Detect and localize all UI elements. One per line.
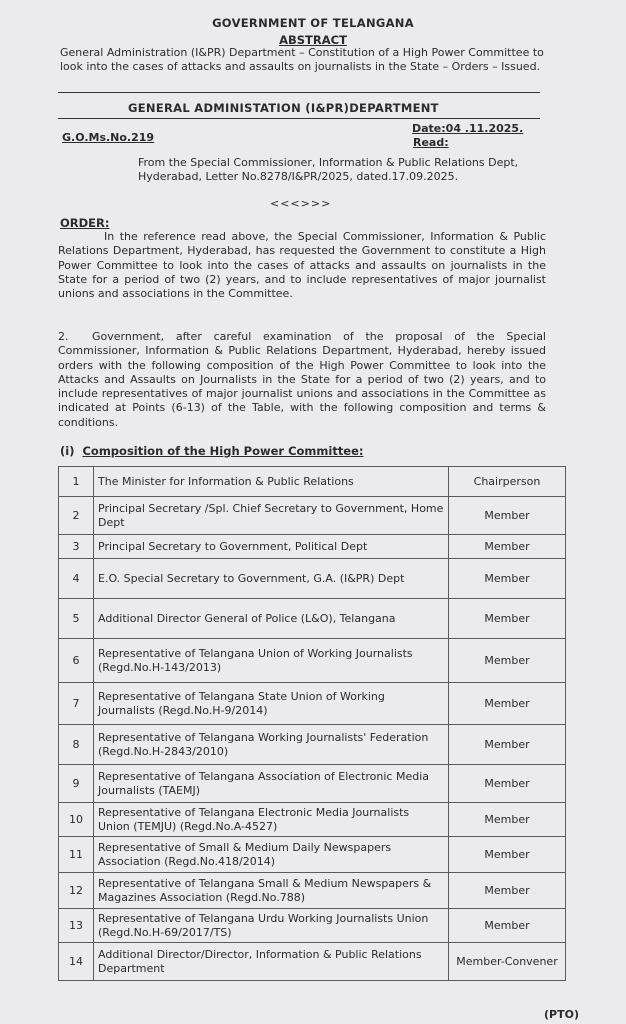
member-role: Member bbox=[449, 909, 566, 943]
member-description: The Minister for Information & Public Relations bbox=[94, 467, 449, 497]
table-row bbox=[59, 873, 566, 909]
member-role: Member-Convener bbox=[449, 943, 566, 981]
row-number: 14 bbox=[59, 943, 94, 981]
read-label: Read: bbox=[413, 136, 449, 149]
member-description: Additional Director/Director, Information & Public Relations Department bbox=[94, 943, 449, 981]
order-paragraph-1 bbox=[58, 230, 546, 301]
department-heading: GENERAL ADMINISTATION (I&PR)DEPARTMENT bbox=[128, 101, 439, 115]
row-number: 12 bbox=[59, 873, 94, 909]
row-number: 2 bbox=[59, 497, 94, 535]
table-row bbox=[59, 497, 566, 535]
member-description: Representative of Telangana Association of Electronic Media Journalists (TAEMJ) bbox=[94, 765, 449, 803]
divider-rule bbox=[58, 118, 540, 119]
row-number: 6 bbox=[59, 639, 94, 683]
member-role: Member bbox=[449, 837, 566, 873]
member-description: Representative of Telangana Electronic Media Journalists Union (TEMJU) (Regd.No.A-4527) bbox=[94, 803, 449, 837]
member-role: Member bbox=[449, 803, 566, 837]
table-row bbox=[59, 683, 566, 725]
member-role: Member bbox=[449, 497, 566, 535]
table-row bbox=[59, 943, 566, 981]
row-number: 13 bbox=[59, 909, 94, 943]
row-number: 4 bbox=[59, 559, 94, 599]
member-role: Member bbox=[449, 599, 566, 639]
table-row bbox=[59, 467, 566, 497]
order-date: Date:04 .11.2025. bbox=[412, 122, 524, 135]
member-description: Principal Secretary to Government, Political Dept bbox=[94, 535, 449, 559]
member-description: Representative of Telangana Working Journalists' Federation (Regd.No.H-2843/2010) bbox=[94, 725, 449, 765]
table-row bbox=[59, 725, 566, 765]
subject-text: General Administration (I&PR) Department – Constitution of a High Power Committee to look into the cases of attacks and assaults on journalists in the State – Orders – Issued. bbox=[60, 46, 544, 73]
committee-table bbox=[58, 466, 566, 981]
go-number: G.O.Ms.No.219 bbox=[62, 131, 155, 144]
committee-table-body bbox=[59, 467, 566, 981]
table-row bbox=[59, 909, 566, 943]
separator-mark: <<<>>> bbox=[270, 197, 332, 210]
row-number: 3 bbox=[59, 535, 94, 559]
pto-marker: (PTO) bbox=[544, 1008, 579, 1021]
paragraph-2-number: 2. bbox=[58, 330, 69, 343]
order-paragraph-2 bbox=[58, 330, 546, 430]
member-role: Member bbox=[449, 873, 566, 909]
table-row bbox=[59, 837, 566, 873]
member-description: Representative of Telangana Small & Medium Newspapers & Magazines Association (Regd.No.788) bbox=[94, 873, 449, 909]
section-prefix: (i) bbox=[60, 444, 75, 458]
row-number: 9 bbox=[59, 765, 94, 803]
member-role: Member bbox=[449, 535, 566, 559]
section-title: Composition of the High Power Committee: bbox=[82, 444, 364, 458]
order-heading: ORDER: bbox=[60, 216, 110, 230]
paragraph-1-text: In the reference read above, the Special Commissioner, Information & Public Relations Department, Hyderabad, has requested the Government to constitute a High Power Committee to look into the cases of attacks and assaults on journalists in the State for a period of two (2) years, and to include representatives of major journalist unions and associations in the Committee. bbox=[58, 230, 546, 301]
row-number: 1 bbox=[59, 467, 94, 497]
row-number: 7 bbox=[59, 683, 94, 725]
member-role: Chairperson bbox=[449, 467, 566, 497]
member-role: Member bbox=[449, 559, 566, 599]
member-description: Representative of Telangana State Union of Working Journalists (Regd.No.H-9/2014) bbox=[94, 683, 449, 725]
row-number: 11 bbox=[59, 837, 94, 873]
table-row bbox=[59, 599, 566, 639]
member-description: E.O. Special Secretary to Government, G.A. (I&PR) Dept bbox=[94, 559, 449, 599]
section-heading bbox=[60, 444, 364, 458]
member-description: Representative of Telangana Union of Working Journalists (Regd.No.H-143/2013) bbox=[94, 639, 449, 683]
row-number: 8 bbox=[59, 725, 94, 765]
table-row bbox=[59, 559, 566, 599]
member-description: Principal Secretary /Spl. Chief Secretary to Government, Home Dept bbox=[94, 497, 449, 535]
table-row bbox=[59, 765, 566, 803]
member-description: Additional Director General of Police (L&O), Telangana bbox=[94, 599, 449, 639]
abstract-heading: ABSTRACT bbox=[279, 33, 347, 47]
member-description: Representative of Small & Medium Daily Newspapers Association (Regd.No.418/2014) bbox=[94, 837, 449, 873]
table-row bbox=[59, 639, 566, 683]
table-row bbox=[59, 535, 566, 559]
table-row bbox=[59, 803, 566, 837]
member-role: Member bbox=[449, 639, 566, 683]
row-number: 10 bbox=[59, 803, 94, 837]
member-role: Member bbox=[449, 683, 566, 725]
paragraph-2-text: Government, after careful examination of the proposal of the Special Commissioner, Information & Public Relations Department, Hyderabad, hereby issued orders with the following composition of the High Power Committee to look into the Attacks and Assaults on Journalists in the State for a period of two (2) years, and to include representatives of major journalist unions and associations in the Committee as indicated at Points (6-13) of the Table, with the following composition and terms & conditions. bbox=[58, 330, 546, 429]
government-title: GOVERNMENT OF TELANGANA bbox=[212, 16, 414, 30]
member-role: Member bbox=[449, 765, 566, 803]
row-number: 5 bbox=[59, 599, 94, 639]
member-description: Representative of Telangana Urdu Working Journalists Union (Regd.No.H-69/2017/TS) bbox=[94, 909, 449, 943]
divider-rule bbox=[58, 92, 540, 93]
member-role: Member bbox=[449, 725, 566, 765]
reference-text: From the Special Commissioner, Information & Public Relations Dept, Hyderabad, Letter No.8278/I&PR/2025, dated.17.09.2025. bbox=[138, 156, 519, 183]
